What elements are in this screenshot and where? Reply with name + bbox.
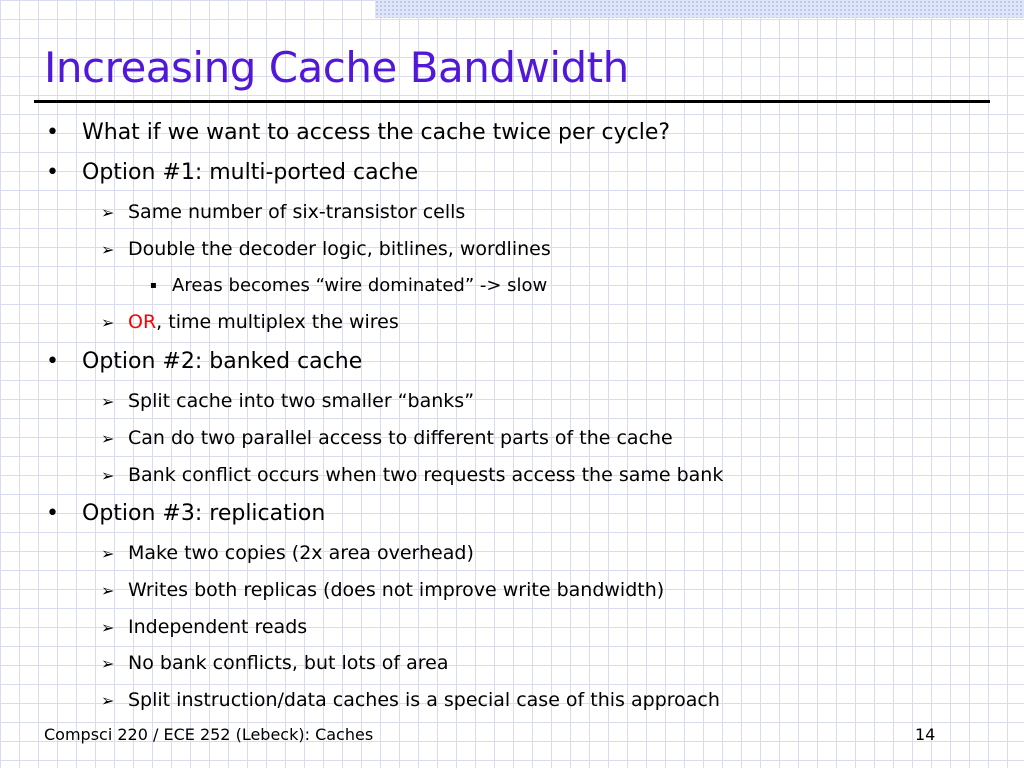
sub-bullet-text: Split instruction/data caches is a special case of this approach: [128, 689, 720, 711]
arrow-bullet-icon: ➢: [101, 203, 115, 222]
slide-title: Increasing Cache Bandwidth: [44, 43, 629, 92]
sub-bullet-text: Bank conflict occurs when two requests access the same bank: [128, 464, 724, 486]
bullet-marker: •: [46, 160, 59, 185]
sub-sub-bullet-text: Areas becomes “wire dominated” -> slow: [172, 275, 548, 296]
sub-bullet-text: Writes both replicas (does not improve write bandwidth): [128, 579, 665, 601]
footer-course: Compsci 220 / ECE 252 (Lebeck): Caches: [44, 725, 374, 744]
arrow-bullet-icon: ➢: [101, 466, 115, 485]
sub-bullet-text: Split cache into two smaller “banks”: [128, 390, 475, 412]
bullet-marker: •: [46, 501, 59, 526]
arrow-bullet-icon: ➢: [101, 392, 115, 411]
bullet-text: Option #2: banked cache: [82, 349, 363, 374]
header-decoration-band: [375, 0, 1024, 18]
sub-bullet-text: Make two copies (2x area overhead): [128, 542, 474, 564]
sub-bullet-text: Same number of six-transistor cells: [128, 201, 466, 223]
bullet-text: What if we want to access the cache twice per cycle?: [82, 120, 671, 145]
arrow-bullet-icon: ➢: [101, 654, 115, 673]
arrow-bullet-icon: ➢: [101, 618, 115, 637]
or-highlight: OR: [128, 311, 157, 333]
sub-bullet-text: Independent reads: [128, 616, 308, 638]
bullet-text: Option #1: multi-ported cache: [82, 160, 419, 185]
arrow-bullet-icon: ➢: [101, 313, 115, 332]
bullet-marker: •: [46, 349, 59, 374]
sub-bullet-text: [128, 311, 399, 333]
bullet-text: Option #3: replication: [82, 501, 326, 526]
arrow-bullet-icon: ➢: [101, 240, 115, 259]
sub-bullet-text: Double the decoder logic, bitlines, wordlines: [128, 238, 551, 260]
title-underline: [34, 100, 990, 103]
or-rest-text: , time multiplex the wires: [156, 311, 399, 333]
arrow-bullet-icon: ➢: [101, 691, 115, 710]
arrow-bullet-icon: ➢: [101, 429, 115, 448]
footer-page-number: 14: [915, 725, 936, 744]
arrow-bullet-icon: ➢: [101, 544, 115, 563]
square-bullet-icon: ▪: [150, 280, 157, 291]
sub-bullet-text: Can do two parallel access to different parts of the cache: [128, 427, 673, 449]
sub-bullet-text: No bank conflicts, but lots of area: [128, 652, 449, 674]
arrow-bullet-icon: ➢: [101, 581, 115, 600]
bullet-marker: •: [46, 120, 59, 145]
